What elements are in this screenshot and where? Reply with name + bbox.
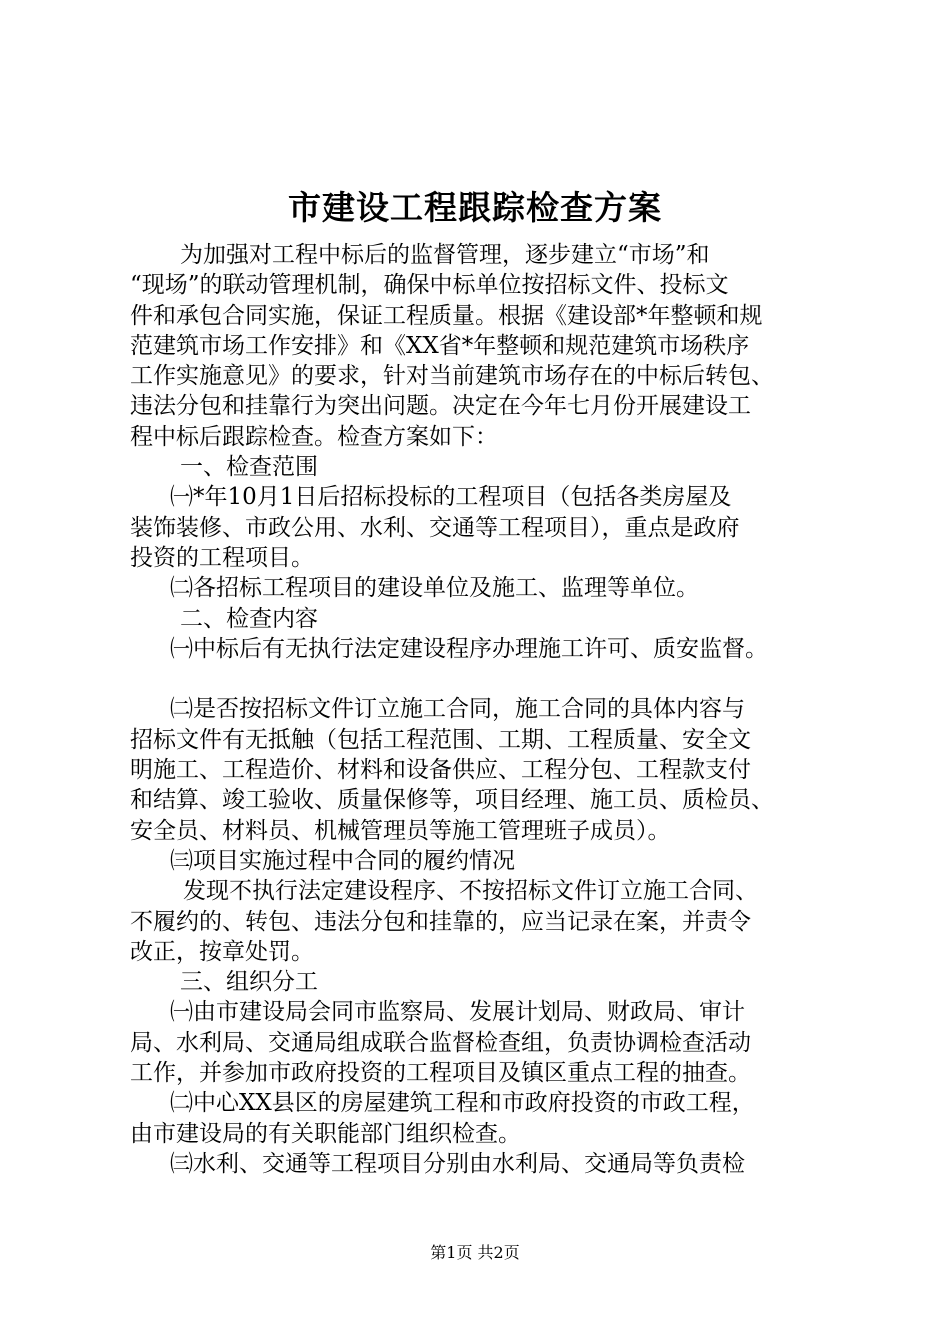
paragraph-line: 程中标后跟踪检查。检查方案如下：	[130, 423, 498, 450]
paragraph-line: ㈡各招标工程项目的建设单位及施工、监理等单位。	[170, 575, 699, 602]
paragraph-line: 件和承包合同实施，保证工程质量。根据《建设部*年整顿和规	[130, 302, 763, 329]
paragraph-line: “现场”的联动管理机制，确保中标单位按招标文件、投标文	[130, 272, 729, 299]
paragraph-line: ㈡中心XX县区的房屋建筑工程和市政府投资的市政工程，	[170, 1090, 755, 1117]
paragraph-line: 不履约的、转包、违法分包和挂靠的，应当记录在案，并责令	[130, 908, 751, 935]
page-footer: 第1页 共2页	[430, 1243, 520, 1262]
paragraph-line: 局、水利局、交通局组成联合监督检查组，负责协调检查活动	[130, 1029, 751, 1056]
paragraph-line: ㈢水利、交通等工程项目分别由水利局、交通局等负责检	[170, 1150, 745, 1177]
paragraph-line: 由市建设局的有关职能部门组织检查。	[130, 1120, 521, 1147]
paragraph-line: ㈠*年10月1日后招标投标的工程项目（包括各类房屋及	[170, 484, 732, 511]
paragraph-line: 为加强对工程中标后的监督管理，逐步建立“市场”和	[180, 242, 710, 268]
paragraph-line: 改正，按章处罚。	[130, 938, 314, 965]
paragraph-line: 工作，并参加市政府投资的工程项目及镇区重点工程的抽查。	[130, 1060, 751, 1087]
section-heading: 二、检查内容	[180, 605, 318, 632]
paragraph-line: 明施工、工程造价、材料和设备供应、工程分包、工程款支付	[130, 757, 751, 784]
paragraph-line: 投资的工程项目。	[130, 544, 314, 571]
paragraph-line: 违法分包和挂靠行为突出问题。决定在今年七月份开展建设工	[130, 393, 751, 420]
paragraph-line: 装饰装修、市政公用、水利、交通等工程项目），重点是政府	[130, 514, 740, 541]
paragraph-line: 范建筑市场工作安排》和《XX省*年整顿和规范建筑市场秩序	[130, 332, 750, 359]
paragraph-line: ㈠中标后有无执行法定建设程序办理施工许可、质安监督。	[170, 635, 768, 662]
document-body	[130, 240, 836, 1179]
section-heading: 三、组织分工	[180, 969, 318, 996]
document-title: 市建设工程跟踪检查方案	[288, 188, 662, 227]
section-heading: 一、检查范围	[180, 454, 318, 481]
paragraph-line: 工作实施意见》的要求，针对当前建筑市场存在的中标后转包、	[130, 363, 774, 390]
paragraph-line: 和结算、竣工验收、质量保修等，项目经理、施工员、质检员、	[130, 787, 774, 814]
paragraph-line: ㈡是否按招标文件订立施工合同，施工合同的具体内容与	[170, 696, 745, 723]
paragraph-line: 发现不执行法定建设程序、不按招标文件订立施工合同、	[183, 878, 758, 905]
paragraph-line: 安全员、材料员、机械管理员等施工管理班子成员）。	[130, 817, 671, 844]
paragraph-line: ㈢项目实施过程中合同的履约情况	[170, 847, 515, 874]
blank-line	[130, 664, 836, 694]
paragraph-line: ㈠由市建设局会同市监察局、发展计划局、财政局、审计	[170, 999, 745, 1026]
paragraph-line: 招标文件有无抵触（包括工程范围、工期、工程质量、安全文	[130, 726, 751, 753]
